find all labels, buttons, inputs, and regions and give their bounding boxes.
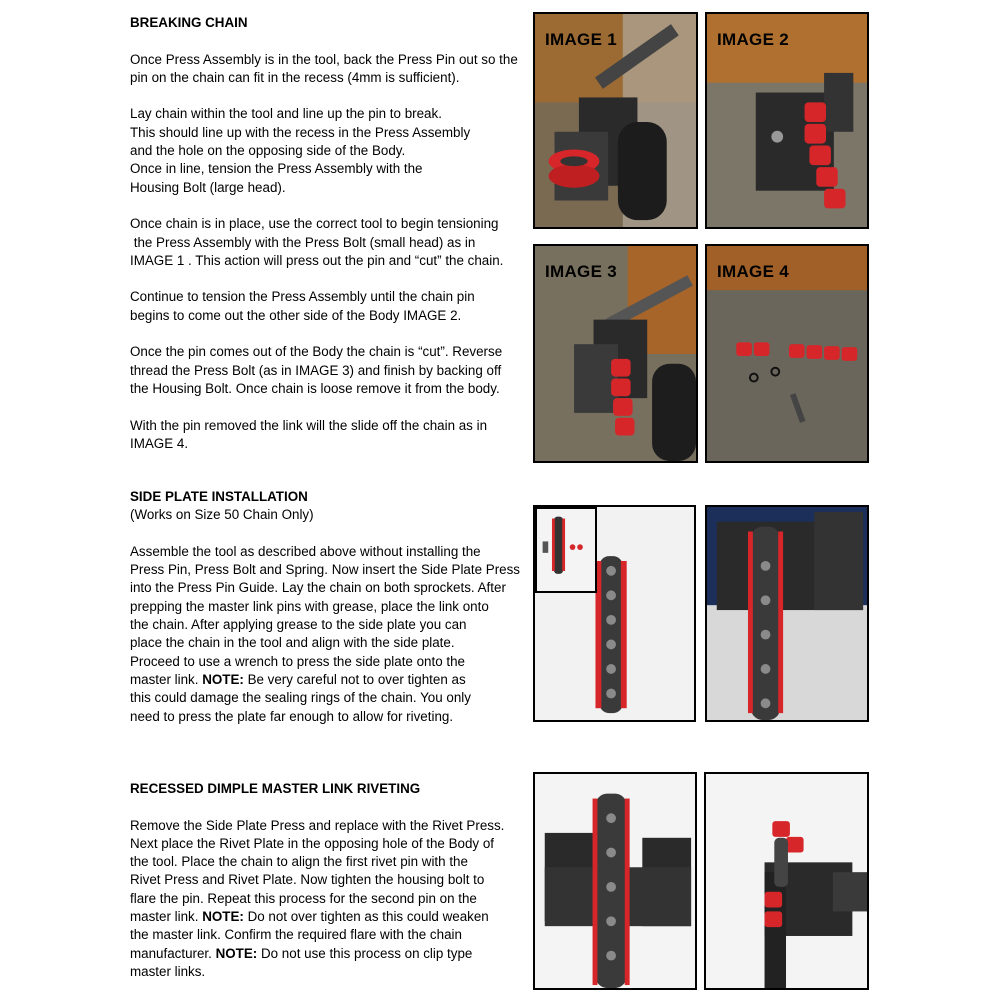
image-4-label: IMAGE 4 <box>717 262 790 281</box>
paragraph-line: Remove the Side Plate Press and replace with the Rivet Press. <box>130 817 505 833</box>
section-heading-riveting: RECESSED DIMPLE MASTER LINK RIVETING <box>130 781 421 796</box>
note-label: NOTE: <box>202 671 244 687</box>
paragraph-line: the tool. Place the chain to align the first rivet pin with the <box>130 854 468 870</box>
note-prefix: master link. <box>130 671 203 687</box>
note-prefix: manufacturer. <box>130 945 216 961</box>
paragraph-line: Press Pin, Press Bolt and Spring. Now insert the Side Plate Press <box>130 562 520 578</box>
riveting-section <box>130 780 525 981</box>
paragraph-line: Continue to tension the Press Assembly until the chain pin <box>130 289 475 305</box>
paragraph-line: Once the pin comes out of the Body the chain is “cut”. Reverse <box>130 344 503 360</box>
paragraph-line: Assemble the tool as described above without installing the <box>130 543 481 559</box>
paragraph-line: With the pin removed the link will the slide off the chain as in <box>130 417 488 433</box>
paragraph-line: This should line up with the recess in the Press Assembly <box>130 124 471 140</box>
paragraph-line: Once Press Assembly is in the tool, back the Press Pin out so the <box>130 51 518 67</box>
paragraph-line: pin on the chain can fit in the recess (4mm is sufficient). <box>130 69 460 85</box>
photo-image-1 <box>533 12 698 229</box>
photo-riveting-front <box>533 772 697 990</box>
photo-image-2 <box>705 12 869 229</box>
paragraph-line: IMAGE 1 . This action will press out the pin and “cut” the chain. <box>130 252 504 268</box>
paragraph-line: need to press the plate far enough to allow for riveting. <box>130 708 454 724</box>
section-heading-side-plate: SIDE PLATE INSTALLATION <box>130 489 308 504</box>
paragraph-line: Next place the Rivet Plate in the opposing hole of the Body of <box>130 835 495 851</box>
paragraph-line: flare the pin. Repeat this process for the second pin on the <box>130 890 477 906</box>
paragraph-line: Once chain is in place, use the correct tool to begin tensioning <box>130 216 499 232</box>
note-label: NOTE: <box>215 945 258 961</box>
note-text: Do not over tighten as this could weaken <box>243 909 489 925</box>
paragraph-line: Lay chain within the tool and line up the pin to break. <box>130 106 442 122</box>
paragraph-line: Proceed to use a wrench to press the side plate onto the <box>130 653 465 669</box>
paragraph-line: this could damage the sealing rings of the chain. You only <box>130 690 471 706</box>
paragraph-line: the master link. Confirm the required flare with the chain <box>130 927 462 943</box>
note-line <box>130 945 525 963</box>
image-2-label: IMAGE 2 <box>717 30 790 49</box>
note-text: Do not use this process on clip type <box>257 945 473 961</box>
note-line <box>130 671 525 689</box>
note-line <box>130 908 525 926</box>
paragraph-line: prepping the master link pins with grease, place the link onto <box>130 598 489 614</box>
paragraph-line: IMAGE 4. <box>130 435 189 451</box>
paragraph-line: thread the Press Bolt (as in IMAGE 3) and finish by backing off <box>130 362 502 378</box>
breaking-chain-section <box>130 14 525 453</box>
paragraph-line: and the hole on the opposing side of the Body. <box>130 143 406 159</box>
image-3-label: IMAGE 3 <box>545 262 618 281</box>
paragraph-line: the chain. After applying grease to the side plate you can <box>130 617 467 633</box>
image-1-label: IMAGE 1 <box>545 30 618 49</box>
photo-side-plate-tool <box>705 505 869 722</box>
section-subheading: (Works on Size 50 Chain Only) <box>130 507 314 523</box>
note-text: Be very careful not to over tighten as <box>243 671 466 687</box>
paragraph-line: into the Press Pin Guide. Lay the chain on both sprockets. After <box>130 580 506 596</box>
note-label: NOTE: <box>202 909 244 925</box>
photo-riveting-side <box>704 772 869 990</box>
photo-image-4 <box>705 244 869 463</box>
photo-side-plate-chain <box>533 505 696 722</box>
paragraph-line: the Press Assembly with the Press Bolt (small head) as in <box>130 234 476 250</box>
note-prefix: master link. <box>130 909 203 925</box>
paragraph-line: place the chain in the tool and align with the side plate. <box>130 635 455 651</box>
paragraph-line: begins to come out the other side of the Body IMAGE 2. <box>130 307 462 323</box>
paragraph-line: Once in line, tension the Press Assembly with the <box>130 161 423 177</box>
paragraph-line: master links. <box>130 963 206 979</box>
section-heading-breaking-chain: BREAKING CHAIN <box>130 15 248 30</box>
paragraph-line: Rivet Press and Rivet Plate. Now tighten the housing bolt to <box>130 872 485 888</box>
side-plate-section <box>130 488 525 726</box>
paragraph-line: the Housing Bolt. Once chain is loose remove it from the body. <box>130 380 500 396</box>
inset-parts-photo <box>535 507 597 593</box>
paragraph-line: Housing Bolt (large head). <box>130 179 286 195</box>
photo-image-3 <box>533 244 698 463</box>
